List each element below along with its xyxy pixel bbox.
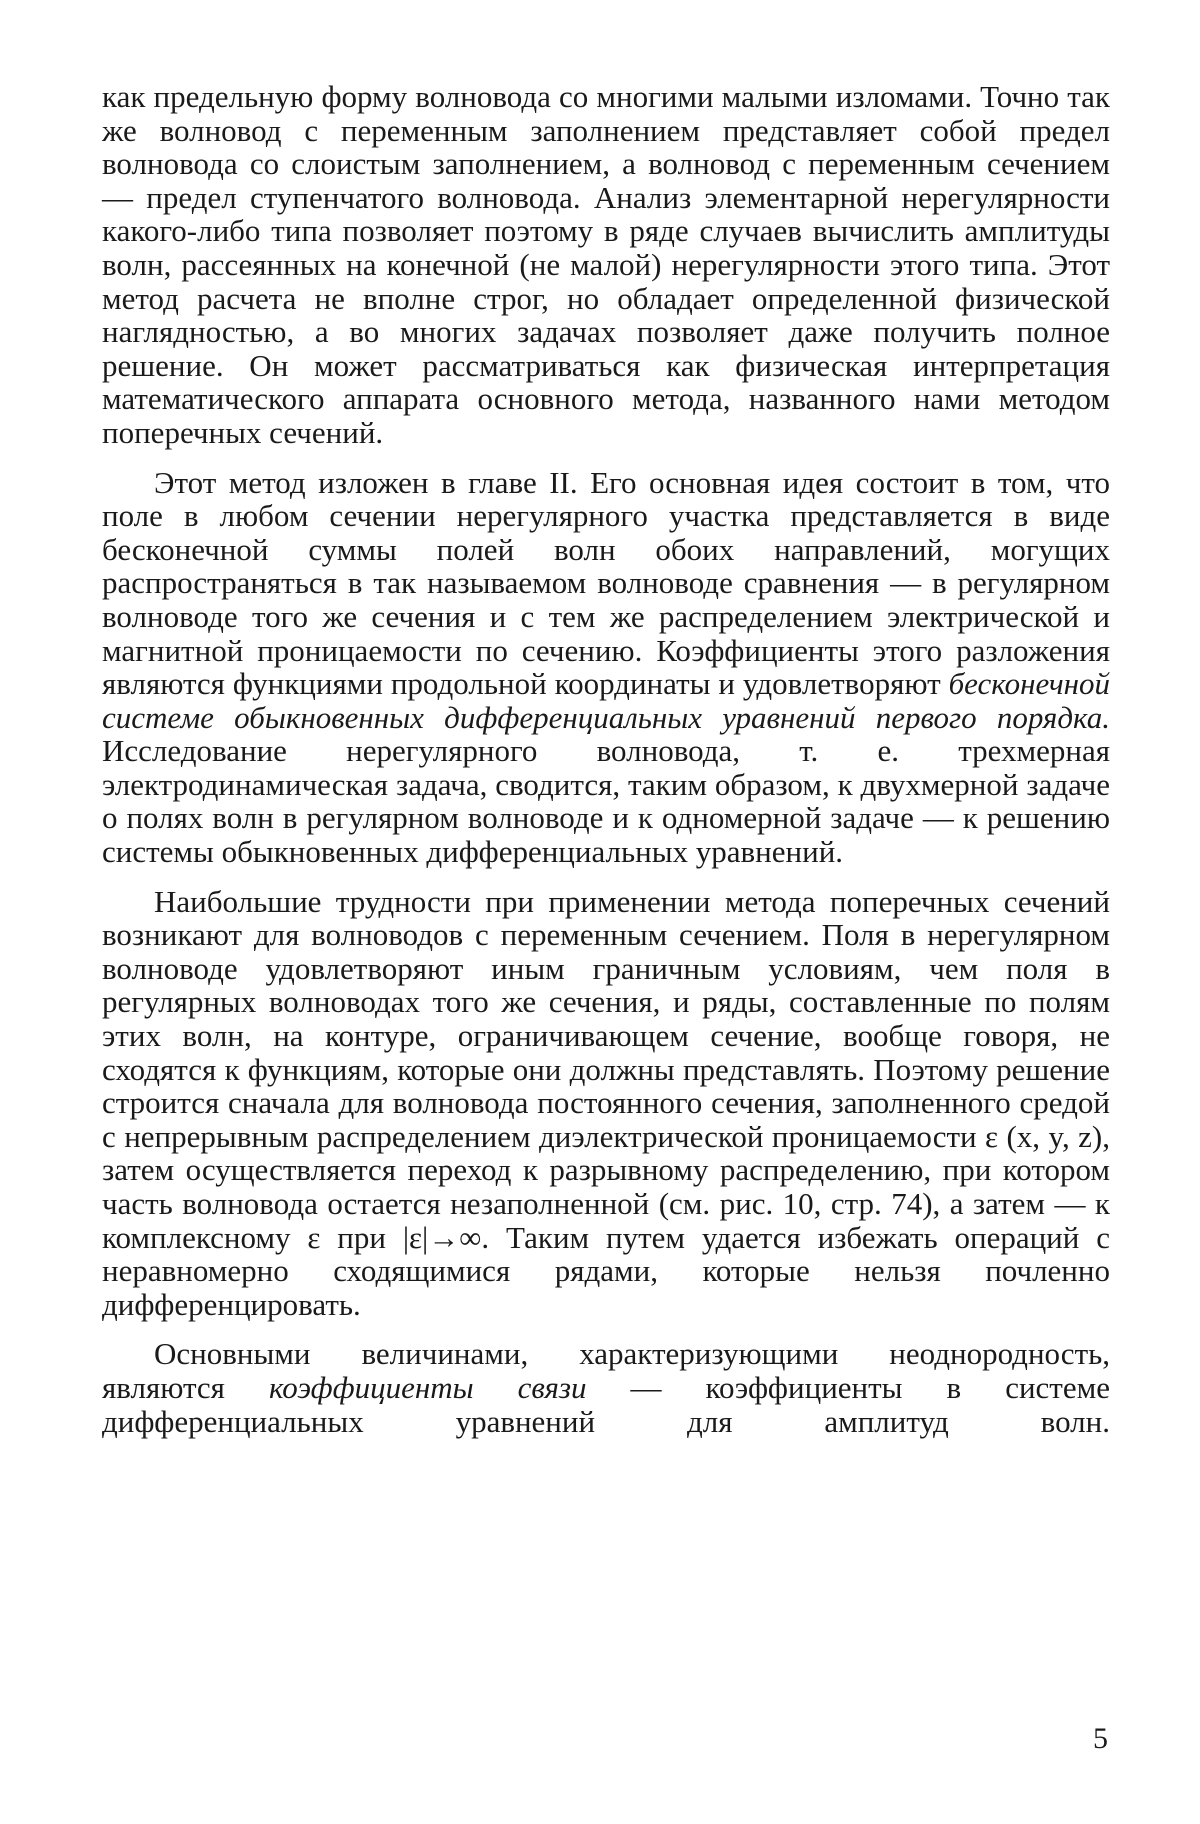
page-number: 5 [1093,1722,1108,1755]
text-segment: Этот метод изложен в главе II. Его основная идея состоит в том, что поле в любом сечении нерегулярного участка представляется в виде бесконечной суммы полей волн обоих направлений, могущих распространяться в так называемом волноводе сравнения — в регулярном волноводе того же сечения и с тем же распределением электрической и магнитной проницаемости по сечению. Коэффициенты этого разложения являются функциями продольной координаты и удовлетворяют [102,464,1110,702]
italic-text-segment: коэффициенты связи [268,1369,587,1405]
page-body [102,80,1110,1454]
text-segment: — коэффициенты в системе дифференциальных уравнений для амплитуд волн. [102,1369,1110,1439]
italic-text-segment: бесконечной системе обыкновенных дифференциальных уравнений первого порядка. [102,666,1110,735]
paragraph-4 [102,1337,1110,1438]
text-segment: как предельную форму волновода со многими малыми изломами. Точно так же волновод с переменным заполнением представляет собой предел волновода со слоистым заполнением, а волновод с переменным сечением — предел ступенчатого волновода. Анализ элементарной нерегулярности какого-либо типа позволяет поэтому в ряде случаев вычислить амплитуды волн, рассеянных на конечной (не малой) нерегулярности этого типа. Этот метод расчета не вполне строг, но обладает определенной физической наглядностью, а во многих задачах позволяет даже получить полное решение. Он может рассматриваться как физическая интерпретация математического аппарата основного метода, названного нами методом поперечных сечений. [102,79,1110,450]
paragraph-3 [102,885,1110,1322]
paragraph-2 [102,466,1110,869]
paragraph-1 [102,80,1110,450]
text-segment: Основными величинами, характеризующими неоднородность, являются [102,1336,1110,1405]
text-segment: Исследование нерегулярного волновода, т. е. трехмерная электродинамическая задача, сводится, таким образом, к двухмерной задаче о полях волн в регулярном волноводе и к одномерной задаче — к решению системы обыкновенных дифференциальных уравнений. [102,733,1110,870]
text-segment: Наибольшие трудности при применении метода поперечных сечений возникают для волноводов с переменным сечением. Поля в нерегулярном волноводе удовлетворяют иным граничным условиям, чем поля в регулярных волноводах того же сечения, и ряды, составленные по полям этих волн, на контуре, ограничивающем сечение, вообще говоря, не сходятся к функциям, которые они должны представлять. Поэтому решение строится сначала для волновода постоянного сечения, заполненного средой с непрерывным распределением диэлектрической проницаемости ε (x, y, z), затем осуществляется переход к разрывному распределению, при котором часть волновода остается незаполненной (см. рис. 10, стр. 74), а затем — к комплексному ε при |ε|→∞. Таким путем удается избежать операций с неравномерно сходящимися рядами, которые нельзя почленно дифференцировать. [102,883,1110,1322]
